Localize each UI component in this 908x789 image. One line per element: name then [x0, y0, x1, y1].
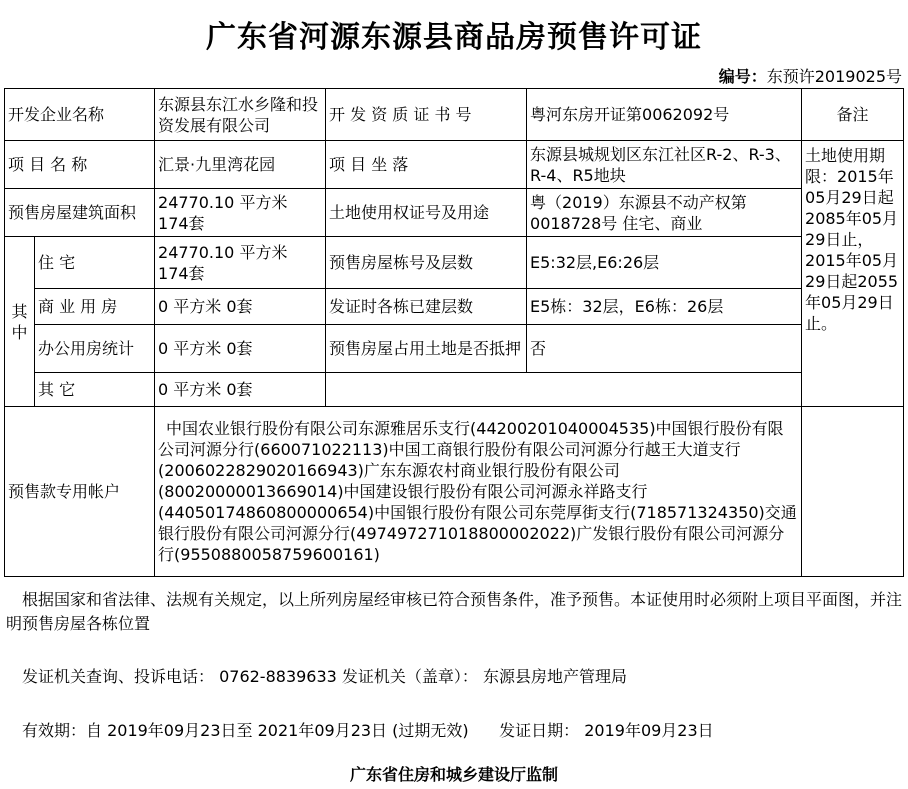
commercial-value: 0 平方米 0套 [155, 289, 326, 325]
empty-cell [326, 373, 802, 407]
presale-area-value: 24770.10 平方米 174套 [155, 189, 326, 237]
other-label: 其 它 [35, 373, 155, 407]
project-location-value: 东源县城规划区东江社区R-2、R-3、R-4、R5地块 [527, 141, 802, 189]
of-which-label [5, 237, 35, 407]
remarks-value: 土地使用期限：2015年05月29日起2085年05月29日止，2015年05月29日起2055年05月29日止。 [802, 141, 904, 407]
office-label: 办公用房统计 [35, 325, 155, 373]
qualification-value: 粤河东房开证第0062092号 [527, 89, 802, 141]
account-remarks-cell [802, 407, 904, 577]
certificate-number-label: 编号： [718, 67, 767, 86]
footer-text: 广东省住房和城乡建设厅监制 [349, 765, 558, 784]
built-floors-value: E5栋：32层，E6栋：26层 [527, 289, 802, 325]
validity-line: 有效期：自 2019年09月23日至 2021年09月23日 (过期无效) 发证日期： 2019年09月23日 [22, 721, 714, 740]
account-value: 中国农业银行股份有限公司东源雅居乐支行(44200201040004535)中国银行股份有限公司河源分行(660071022113)中国工商银行股份有限公司河源分行越王大道支行(2006022829020166943)广东东源农村商业银行股份有限公司(80020000013669014)中国建设银行股份有限公司河源永祥路支行(44050174860800000654)中国银行股份有限公司东莞厚街支行(718571324350)交通银行股份有限公司河源分行(497497271018800002022)广发银行股份有限公司河源分行(9550880058759600161) [155, 407, 802, 577]
account-label: 预售款专用帐户 [5, 407, 155, 577]
remarks-label: 备注 [802, 89, 904, 141]
project-name-value: 汇景·九里湾花园 [155, 141, 326, 189]
permit-table [4, 88, 904, 577]
qualification-label: 开 发 资 质 证 书 号 [326, 89, 527, 141]
residential-label: 住 宅 [35, 237, 155, 289]
office-value: 0 平方米 0套 [155, 325, 326, 373]
statement-text: 根据国家和省法律、法规有关规定，以上所列房屋经审核已符合预售条件，准予预售。本证使用时必须附上项目平面图，并注明预售房屋各栋位置 [6, 590, 903, 633]
other-value: 0 平方米 0套 [155, 373, 326, 407]
of-which-text: 其中 [11, 301, 28, 342]
land-cert-label: 土地使用权证号及用途 [326, 189, 527, 237]
project-location-label: 项 目 坐 落 [326, 141, 527, 189]
mortgage-value: 否 [527, 325, 802, 373]
certificate-number-value: 东预许2019025号 [766, 67, 902, 86]
buildings-label: 预售房屋栋号及层数 [326, 237, 527, 289]
land-cert-value: 粤（2019）东源县不动产权第0018728号 住宅、商业 [527, 189, 802, 237]
project-name-label: 项 目 名 称 [5, 141, 155, 189]
residential-value: 24770.10 平方米 174套 [155, 237, 326, 289]
developer-value: 东源县东江水乡隆和投资发展有限公司 [155, 89, 326, 141]
contact-line: 发证机关查询、投诉电话： 0762-8839633 发证机关（盖章）： 东源县房地产管理局 [22, 667, 628, 686]
mortgage-label: 预售房屋占用土地是否抵押 [326, 325, 527, 373]
presale-area-label: 预售房屋建筑面积 [5, 189, 155, 237]
certificate-number [719, 64, 902, 87]
commercial-label: 商 业 用 房 [35, 289, 155, 325]
built-floors-label: 发证时各栋已建层数 [326, 289, 527, 325]
page-title: 广东省河源东源县商品房预售许可证 [206, 20, 702, 55]
developer-label: 开发企业名称 [5, 89, 155, 141]
buildings-value: E5:32层,E6:26层 [527, 237, 802, 289]
